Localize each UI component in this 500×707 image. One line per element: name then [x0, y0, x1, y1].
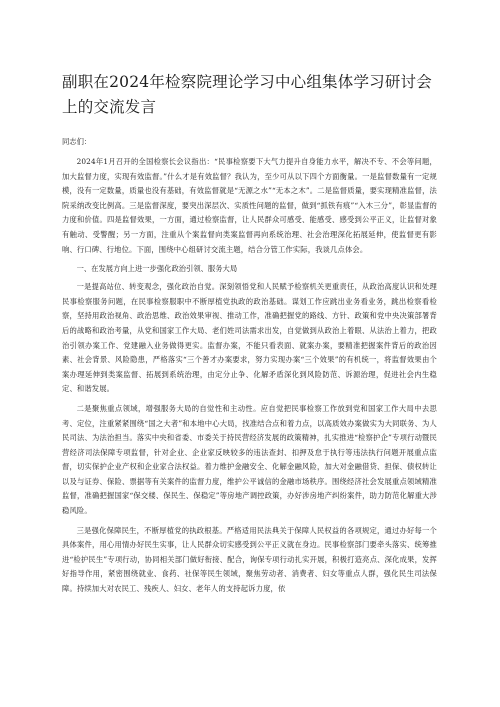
salutation: 同志们：	[62, 137, 92, 146]
document-page	[62, 70, 437, 602]
intro-paragraph: 2024年1月召开的全国检察长会议指出：“民事检察要下大气力提升自身能力水平，解决不专、不会等问题，加大监督力度，实现有效监督。”什么才是有效监督？我认为，至少可从以下四个方面衡量。一是监督数量有一定规模，没有一定数量，质量也没有基础，有效监督就是“无源之水”“无本之木”。二是监督质量，要实现精准监督，法院采纳改变比例高。三是监督深度，要突出深层次、实质性问题的监督，做到“抓铁有痕”“入木三分”，彰显监督的力度和价值。四是监督效果，一方面，通过检察监督，让人民群众可感受、能感受、感受到公平正义，让监督对象有触动、受警醒；另一方面，注重从个案监督向类案监督再向系统治理、社会治理深化拓展延伸，使监督更有影响、行口碑、行地位。下面，围绕中心组研讨交流主题，结合分管工作实际，我谈几点体会。	[62, 157, 437, 254]
paragraph-2: 二是聚焦重点领域，增强服务大局的自觉性和主动性。应自觉把民事检察工作放到党和国家工作大局中去思考、定位，注重紧紧围绕“国之大者”和本地中心大局，找准结合点和着力点，以高质效办案做实为大同联务、为人民司法、为法治担当。落实中央和省委、市委关于持民营经济发展的政策精神，扎实推进“检察护企”专项行动暨民营经济司法保障专项监督，针对企业、企业家反映较多的违法查封、扣押及怠于执行等违法执行问题开展重点监督，切实保护企业产权和企业家合法权益。着力维护金融安全、化解金融风险，加大对金融借贷、担保、债权转让以及与证券、保险、票据等有关案件的监督力度，维护公平诚信的金融市场秩序。围绕经济社会发展重点领域精准监督，准确把握国家“保交楼、保民生、保稳定”等房地产调控政策，办好涉房地产纠纷案件，助力防范化解重大涉稳风险。	[62, 403, 437, 516]
document-title: 副职在2024年检察院理论学习中心组集体学习研讨会上的交流发言	[62, 73, 432, 116]
section-heading-1: 一、在发展方向上进一步强化政治引领、服务大局	[76, 264, 238, 274]
paragraph-1: 一是提高站位、转变观念，强化政治自觉。深刻领悟党和人民赋予检察机关更重责任，从政治高度认识和处理民事检察服务问题，在民事检察服职中不断厚植党执政的政治基础。谋划工作应跳出业务看业务，跳出检察看检察，坚持用政治视角、政治思维、政治效果审视、推动工作，准确把握党的路线、方针、政策和党中央决策部署背后的战略和政治考量，从党和国家工作大局、老们姓司法需求出发，自觉做到从政治上着眼、从法治上着力，把政治引领办案工作、党建融入业务做得更实。监督办案，不能只看表面、就案办案，要精准把握案件背后的政治因素、社会背景、风险隐患，严格落实“三个善才办案要求，努力实现办案“三个效果”的有机统一，将监督效果由个案办理延伸到类案监督、拓展到系统治理，由定分止争、化解矛盾深化到风险防范、诉源治理，促进社会内生稳定、和谐发展。	[62, 282, 437, 394]
paragraph-3: 三是强化保障民生，不断厚植党的执政根基。严格适用民法典关于保障人民权益的各项规定，通过办好每一个具体案件，用心用情办好民生实事，让人民群众切实感受到公平正义就在身边。民事检察部门要牵头落实、统筹推进“检护民生”专项行动，协同相关部门做好衔接、配合，询保专项行动扎实开展，积极打造亮点、深化成果，发挥好指导作用，紧密围绕就业、食药、社保等民生领域，聚焦劳动者、消费者、妇女等重点人群，强化民生司法保障。持续加大对农民工、残疾人、妇女、老年人的支持起诉力度，依	[62, 525, 437, 594]
